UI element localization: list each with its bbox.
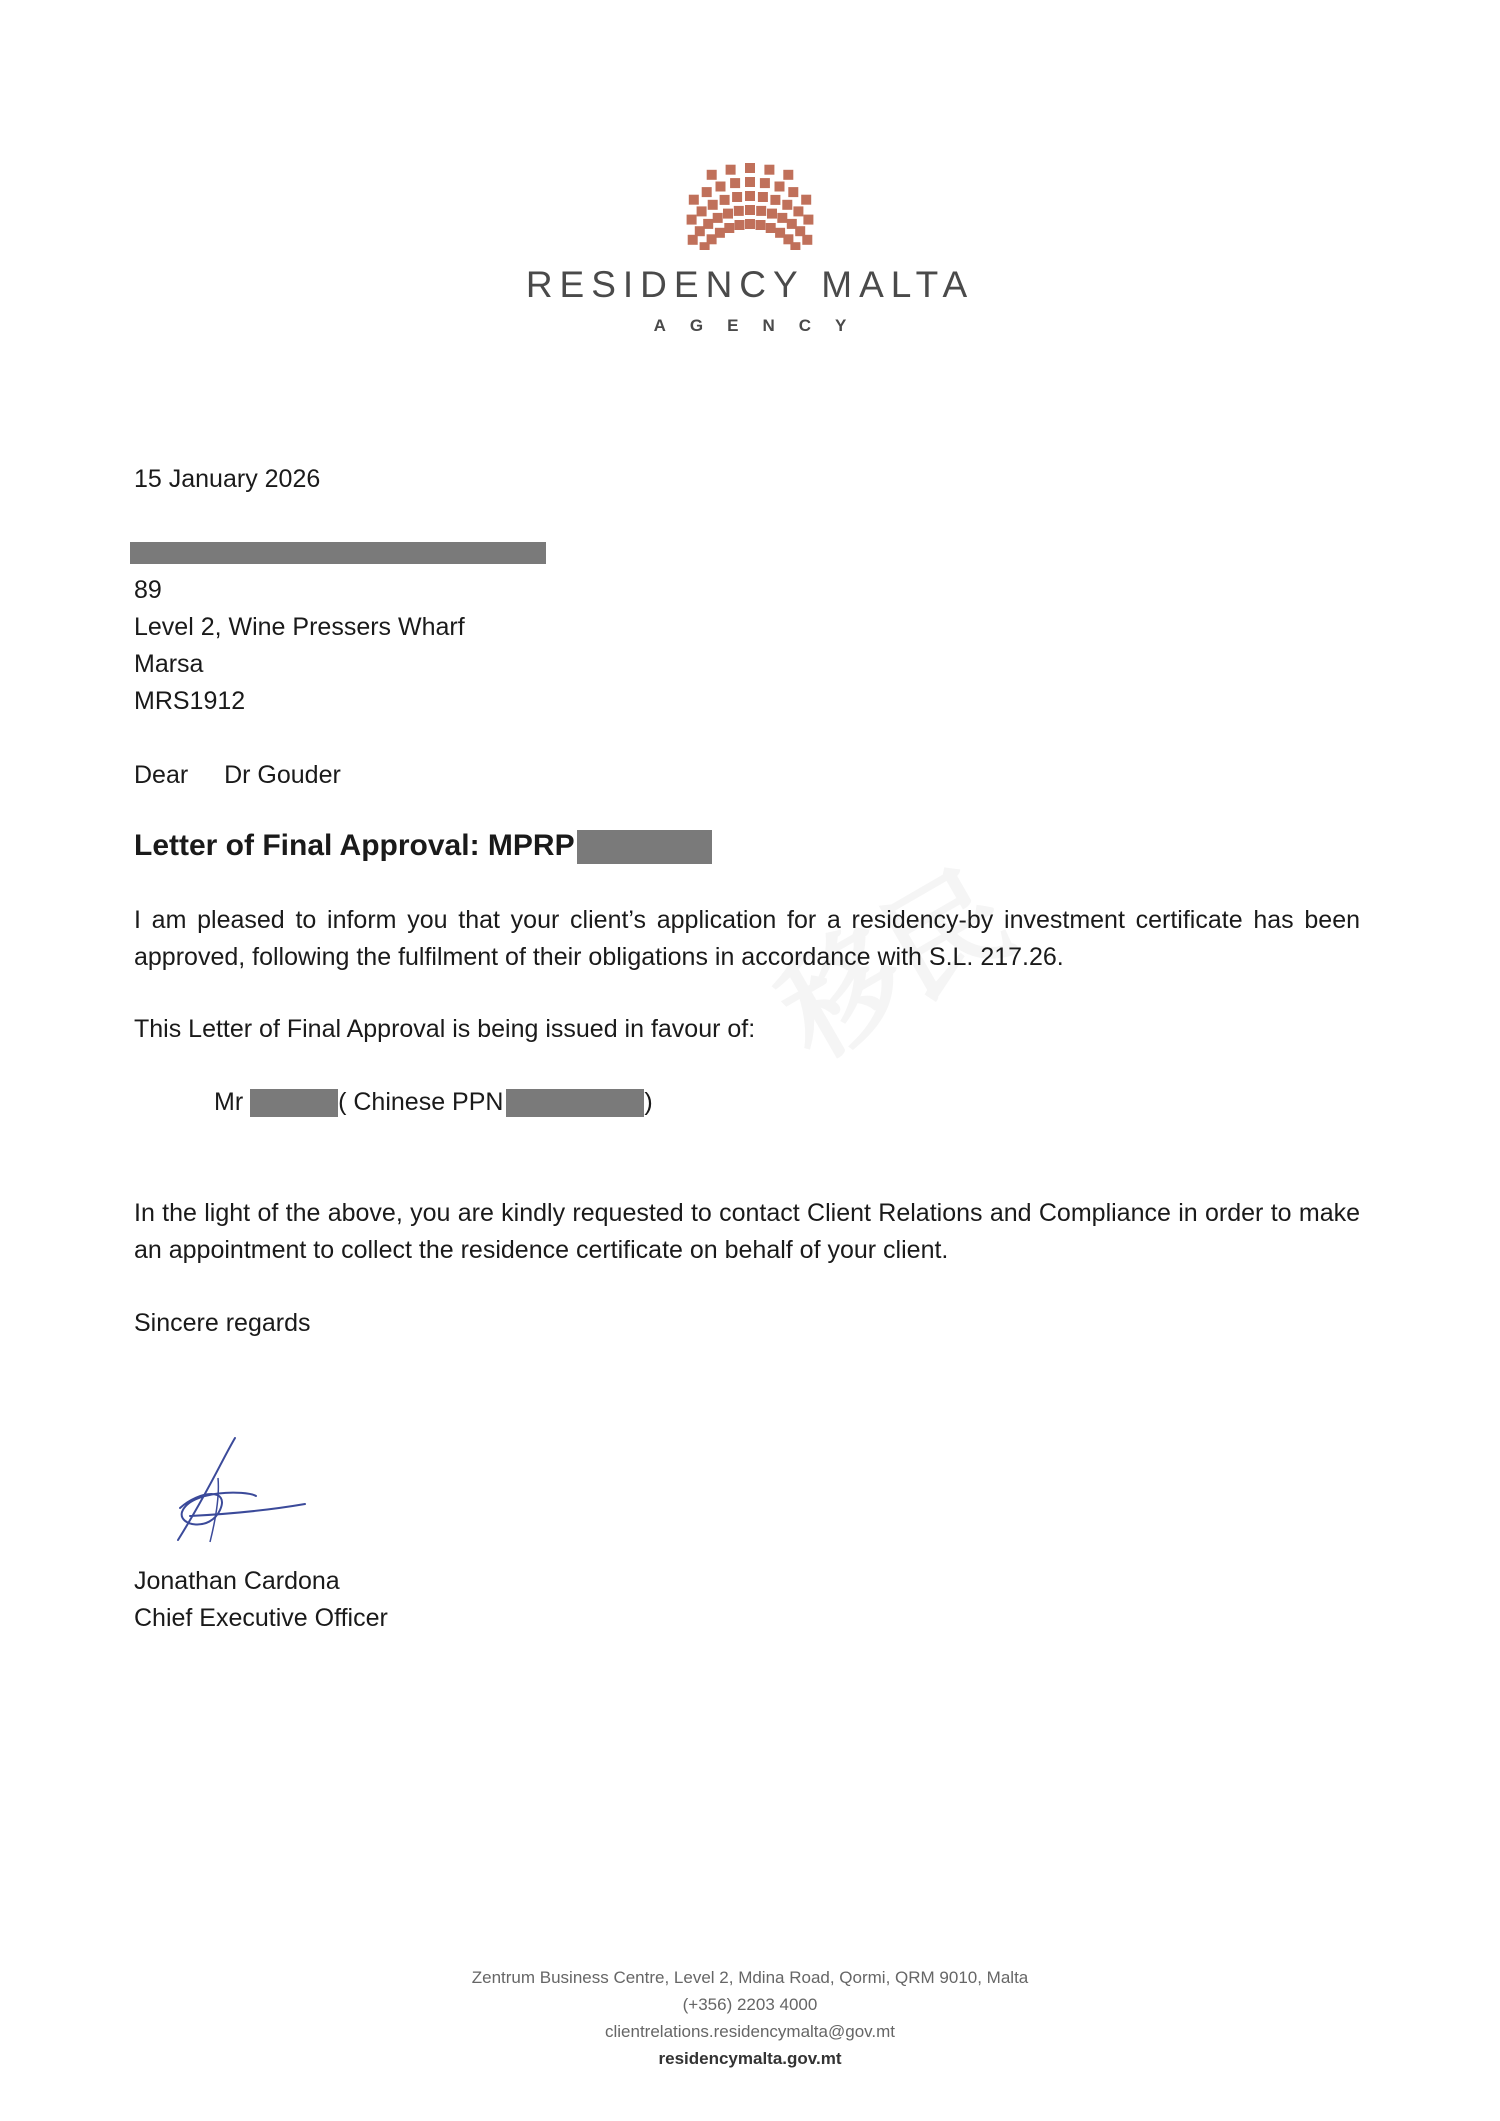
logo-tile [735, 220, 745, 230]
logo-tile [777, 213, 787, 223]
subject-text: Letter of Final Approval: MPRP [134, 829, 575, 862]
beneficiary-line [214, 1084, 653, 1121]
logo-tile [697, 206, 707, 216]
logo-tile [715, 228, 725, 238]
closing: Sincere regards [134, 1309, 311, 1337]
logo-tile [756, 206, 766, 216]
logo-tile [702, 187, 712, 197]
logo-tile [802, 235, 812, 245]
logo-tile [713, 213, 723, 223]
logo-tile [688, 235, 698, 245]
redacted-beneficiary-name [250, 1089, 338, 1117]
beneficiary-ppn-label: ( Chinese PPN [338, 1088, 504, 1116]
salutation-name: Dr Gouder [224, 761, 341, 789]
logo-tile [745, 205, 755, 215]
address-line-3: Marsa [134, 650, 204, 678]
logo-tile [764, 165, 774, 175]
logo-tile [775, 182, 785, 192]
address-line-4: MRS1912 [134, 687, 246, 715]
logo-tile [720, 195, 730, 205]
footer-website[interactable]: residencymalta.gov.mt [658, 2049, 842, 2068]
logo-tile [703, 219, 713, 229]
signatory-title: Chief Executive Officer [134, 1604, 388, 1632]
signature-image [160, 1430, 310, 1550]
logo-tile [726, 165, 736, 175]
logo-tile [708, 200, 718, 210]
logo-tile [730, 178, 740, 188]
logo-tile [745, 219, 755, 229]
logo-tile [707, 170, 717, 180]
beneficiary-close: ) [644, 1088, 653, 1116]
logo-tile [732, 192, 742, 202]
logo-tile [687, 215, 697, 225]
redacted-recipient-name [130, 542, 546, 564]
logo-tile [745, 191, 755, 201]
salutation-dear: Dear [134, 761, 189, 789]
logo-tile [734, 206, 744, 216]
logo-tile [788, 187, 798, 197]
watermark: 移民 [757, 846, 1033, 1083]
footer-email[interactable]: clientrelations.residencymalta@gov.mt [604, 2022, 895, 2041]
logo-tile [745, 163, 755, 173]
redacted-passport-number [506, 1089, 644, 1117]
logo [0, 150, 1500, 336]
paragraph-approval: I am pleased to inform you that your client’s application for a residency-by investment certificate has been approved, following the fulfilment of their obligations in accordance with S.L. 217.26. [134, 906, 1360, 971]
subject-heading [134, 827, 712, 864]
address-block [134, 572, 465, 720]
logo-tile [767, 209, 777, 219]
logo-mark-icon [640, 150, 860, 250]
paragraph-request: In the light of the above, you are kindly requested to contact Client Relations and Compliance in order to make an appointment to collect the residence certificate on behalf of your client. [134, 1199, 1360, 1264]
redacted-reference-number [577, 830, 712, 864]
logo-tile [770, 195, 780, 205]
logo-tile [793, 206, 803, 216]
logo-tile [745, 177, 755, 187]
logo-tile [689, 195, 699, 205]
organization-subtitle: AGENCY [653, 316, 871, 335]
paragraph-issued-in-favour: This Letter of Final Approval is being issued in favour of: [134, 1015, 756, 1043]
organization-name: RESIDENCY MALTA [525, 264, 975, 305]
logo-tile [795, 226, 805, 236]
logo-tile [723, 209, 733, 219]
logo-tile [782, 200, 792, 210]
logo-tile [758, 192, 768, 202]
letter-date: 15 January 2026 [134, 465, 321, 493]
signatory-name: Jonathan Cardona [134, 1567, 340, 1595]
beneficiary-title: Mr [214, 1088, 244, 1116]
footer [0, 1964, 1500, 2072]
footer-address: Zentrum Business Centre, Level 2, Mdina Road, Qormi, QRM 9010, Malta [471, 1968, 1029, 1987]
salutation [134, 757, 341, 794]
logo-tile [756, 220, 766, 230]
logo-tile [724, 223, 734, 233]
address-line-2: Level 2, Wine Pressers Wharf [134, 613, 465, 641]
logo-tile [803, 215, 813, 225]
signatory-block [134, 1563, 388, 1637]
footer-phone: (+356) 2203 4000 [682, 1995, 818, 2014]
logo-tile [783, 170, 793, 180]
logo-tile [766, 223, 776, 233]
logo-tile [716, 182, 726, 192]
address-line-1: 89 [134, 576, 162, 604]
logo-tile [760, 178, 770, 188]
logo-tile [790, 242, 800, 250]
logo-tile [801, 195, 811, 205]
